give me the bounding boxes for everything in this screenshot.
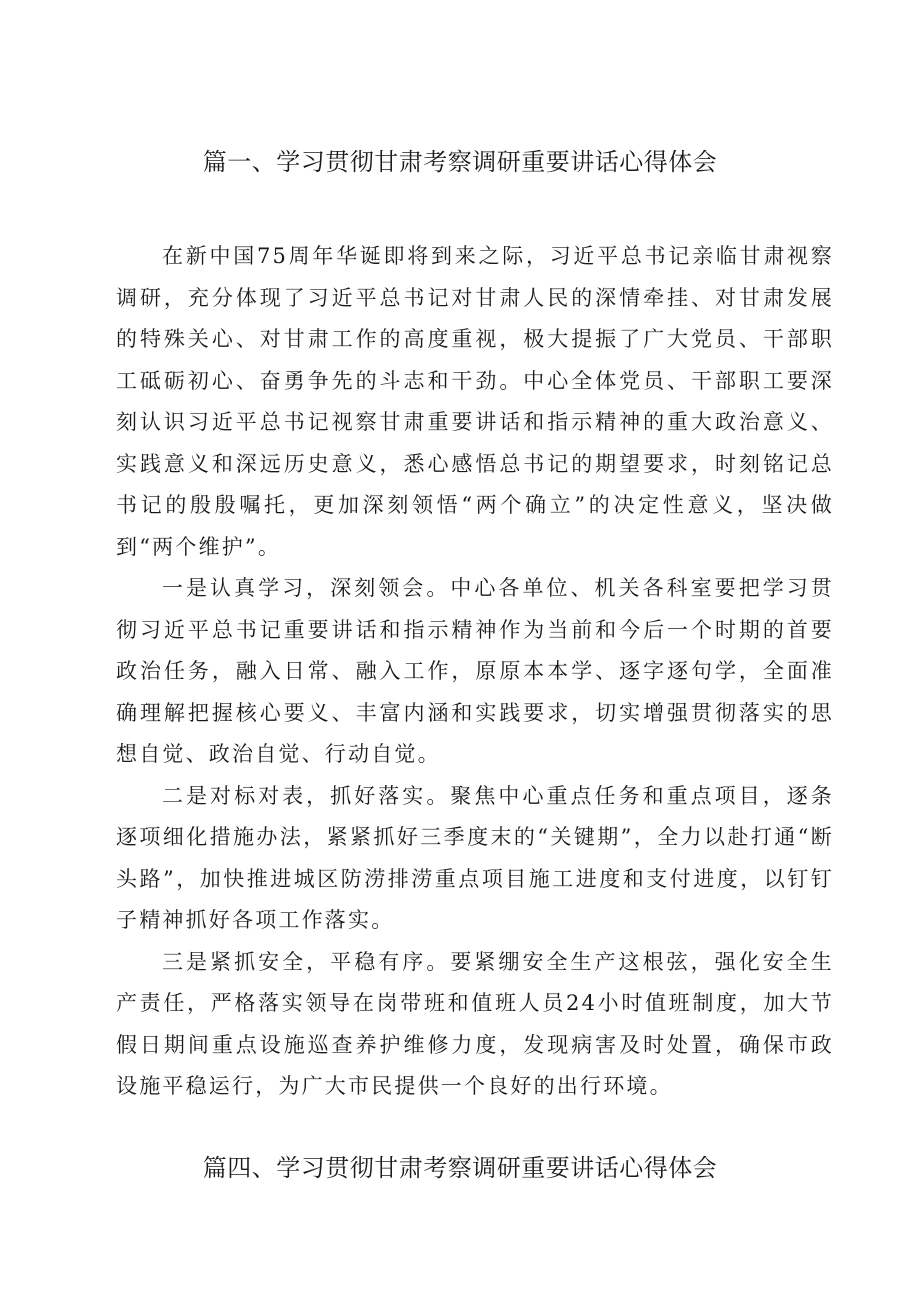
paragraph-intro: 在新中国75周年华诞即将到来之际，习近平总书记亲临甘肃视察调研，充分体现了习近平总书记对甘肃人民的深情牵挂、对甘肃发展的特殊关心、对甘肃工作的高度重视，极大提振了广大党员、干部职工砥砺初心、奋勇争先的斗志和干劲。中心全体党员、干部职工要深刻认识习近平总书记视察甘肃重要讲话和指示精神的重大政治意义、实践意义和深远历史意义，悉心感悟总书记的期望要求，时刻铭记总书记的殷殷嘱托，更加深刻领悟“两个确立”的决定性意义，坚决做到“两个维护”。 [116, 244, 834, 559]
section-title-4: 篇四、学习贯彻甘肃考察调研重要讲话心得体会 [202, 1154, 718, 1182]
paragraph-point-1: 一是认真学习，深刻领会。中心各单位、机关各科室要把学习贯彻习近平总书记重要讲话和指示精神作为当前和今后一个时期的首要政治任务，融入日常、融入工作，原原本本学、逐字逐句学，全面准确理解把握核心要义、丰富内涵和实践要求，切实增强贯彻落实的思想自觉、政治自觉、行动自觉。 [116, 576, 834, 766]
section-title-1: 篇一、学习贯彻甘肃考察调研重要讲话心得体会 [202, 148, 718, 176]
paragraph-point-3: 三是紧抓安全，平稳有序。要紧绷安全生产这根弦，强化安全生产责任，严格落实领导在岗带班和值班人员24小时值班制度，加大节假日期间重点设施巡查养护维修力度，发现病害及时处置，确保市政设施平稳运行，为广大市民提供一个良好的出行环境。 [116, 949, 834, 1098]
body-text [116, 236, 834, 1108]
paragraph-point-2: 二是对标对表，抓好落实。聚焦中心重点任务和重点项目，逐条逐项细化措施办法，紧紧抓好三季度末的“关键期”，全力以赴打通“断头路”，加快推进城区防涝排涝重点项目施工进度和支付进度，以钉钉子精神抓好各项工作落实。 [116, 783, 834, 932]
